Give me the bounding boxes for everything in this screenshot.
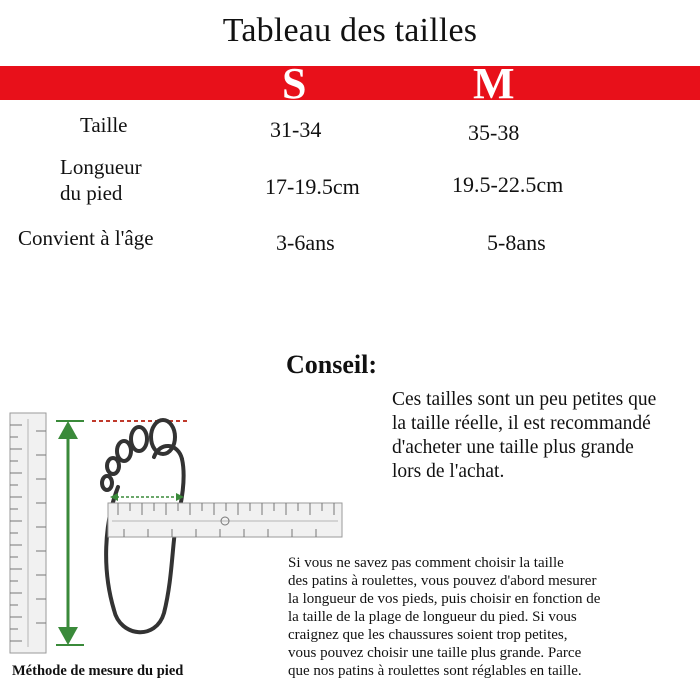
vertical-ruler: [10, 413, 46, 653]
advice-text: [392, 388, 697, 484]
method-line: que nos patins à roulettes sont réglables en taille.: [288, 663, 582, 679]
size-m-header: M: [473, 59, 515, 108]
longueur-m-value: 19.5-22.5cm: [452, 172, 564, 197]
longueur-s-value: 17-19.5cm: [265, 174, 360, 199]
page-title: Tableau des tailles: [222, 12, 478, 49]
method-line: craignez que les chaussures soient trop petites,: [288, 627, 568, 643]
advice-line: la taille réelle, il est recommandé: [392, 413, 651, 434]
method-caption: Méthode de mesure du pied: [12, 663, 184, 679]
advice-line: Ces tailles sont un peu petites que: [392, 389, 657, 410]
taille-s-value: 31-34: [270, 117, 322, 142]
age-s-value: 3-6ans: [276, 230, 335, 255]
age-m-value: 5-8ans: [487, 230, 546, 255]
method-text: [288, 554, 698, 680]
horizontal-ruler: [108, 503, 342, 537]
size-s-header: S: [282, 59, 307, 108]
row-label-longueur-line2: du pied: [60, 181, 123, 205]
method-line: la taille de la plage de longueur du pied. Si vous: [288, 609, 577, 625]
method-line: Si vous ne savez pas comment choisir la taille: [288, 555, 564, 571]
row-label-longueur-line1: Longueur: [60, 155, 142, 179]
advice-heading: Conseil:: [286, 350, 377, 379]
method-line: la longueur de vos pieds, puis choisir en fonction de: [288, 591, 601, 607]
row-label-taille: Taille: [80, 113, 128, 137]
taille-m-value: 35-38: [468, 120, 520, 145]
advice-line: lors de l'achat.: [392, 461, 505, 482]
length-arrow: [56, 421, 84, 645]
advice-line: d'acheter une taille plus grande: [392, 437, 634, 458]
row-label-age: Convient à l'âge: [18, 226, 154, 250]
method-line: vous pouvez choisir une taille plus grande. Parce: [288, 645, 582, 661]
width-arrow: [110, 493, 184, 501]
size-header-band: [0, 66, 700, 100]
method-line: des patins à roulettes, vous pouvez d'abord mesurer: [288, 573, 597, 589]
